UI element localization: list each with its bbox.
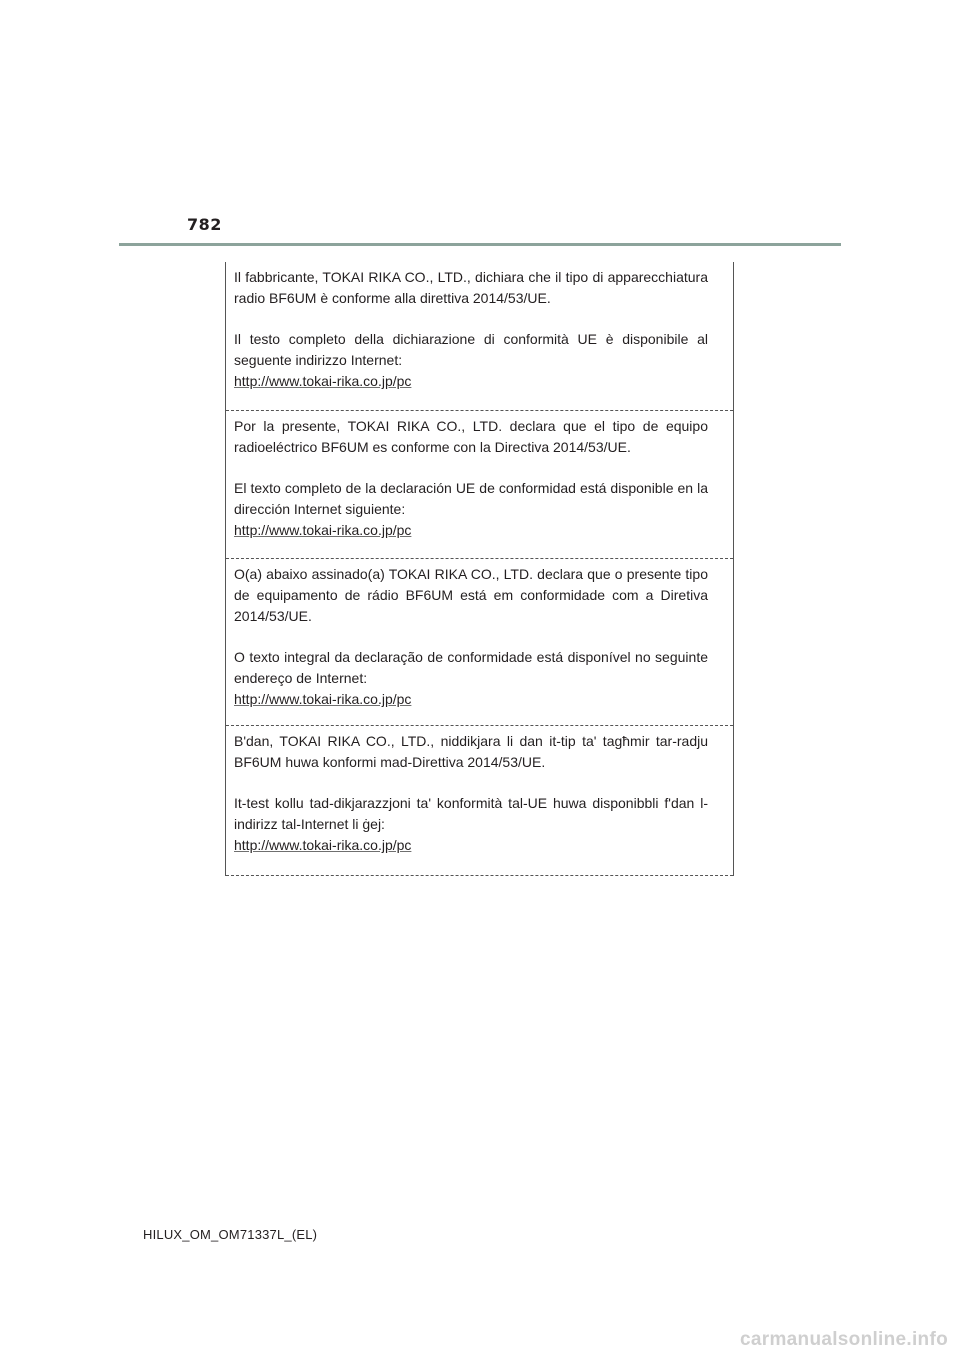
watermark: carmanualsonline.info	[740, 1329, 948, 1350]
availability-text: El texto completo de la declaración UE de conformidad está disponible en la dirección Internet siguiente:	[234, 480, 708, 517]
availability-text: O texto integral da declaração de conformidade está disponível no seguinte endereço de Internet:	[234, 649, 708, 686]
declaration-text: B'dan, TOKAI RIKA CO., LTD., niddikjara li dan it-tip ta' tagħmir tar-radju BF6UM huwa konformi mad-Direttiva 2014/53/UE.	[234, 733, 708, 770]
declaration-table	[225, 262, 734, 876]
declaration-link[interactable]: http://www.tokai-rika.co.jp/pc	[234, 522, 412, 538]
declaration-text: Por la presente, TOKAI RIKA CO., LTD. declara que el tipo de equipo radioeléctrico BF6UM es conforme con la Directiva 2014/53/UE.	[234, 418, 708, 455]
declaration-text: Il fabbricante, TOKAI RIKA CO., LTD., dichiara che il tipo di apparecchiatura radio BF6UM è conforme alla direttiva 2014/53/UE.	[234, 269, 708, 306]
declaration-section-portuguese	[226, 559, 733, 726]
availability-text: Il testo completo della dichiarazione di conformità UE è disponibile al seguente indirizzo Internet:	[234, 331, 708, 368]
declaration-text: O(a) abaixo assinado(a) TOKAI RIKA CO., LTD. declara que o presente tipo de equipamento de rádio BF6UM está em conformidade com a Diretiva 2014/53/UE.	[234, 566, 708, 624]
document-footer-code: HILUX_OM_OM71337L_(EL)	[143, 1227, 318, 1242]
declaration-link[interactable]: http://www.tokai-rika.co.jp/pc	[234, 837, 412, 853]
declaration-section-italian	[226, 262, 733, 411]
declaration-link[interactable]: http://www.tokai-rika.co.jp/pc	[234, 691, 412, 707]
header-rule	[119, 243, 841, 246]
declaration-link[interactable]: http://www.tokai-rika.co.jp/pc	[234, 373, 412, 389]
declaration-section-maltese	[226, 726, 733, 876]
page-number: 782	[187, 215, 222, 234]
availability-text: It-test kollu tad-dikjarazzjoni ta' konformità tal-UE huwa disponibbli f'dan l-indirizz tal-Internet li ġej:	[234, 795, 708, 832]
declaration-section-spanish	[226, 411, 733, 559]
